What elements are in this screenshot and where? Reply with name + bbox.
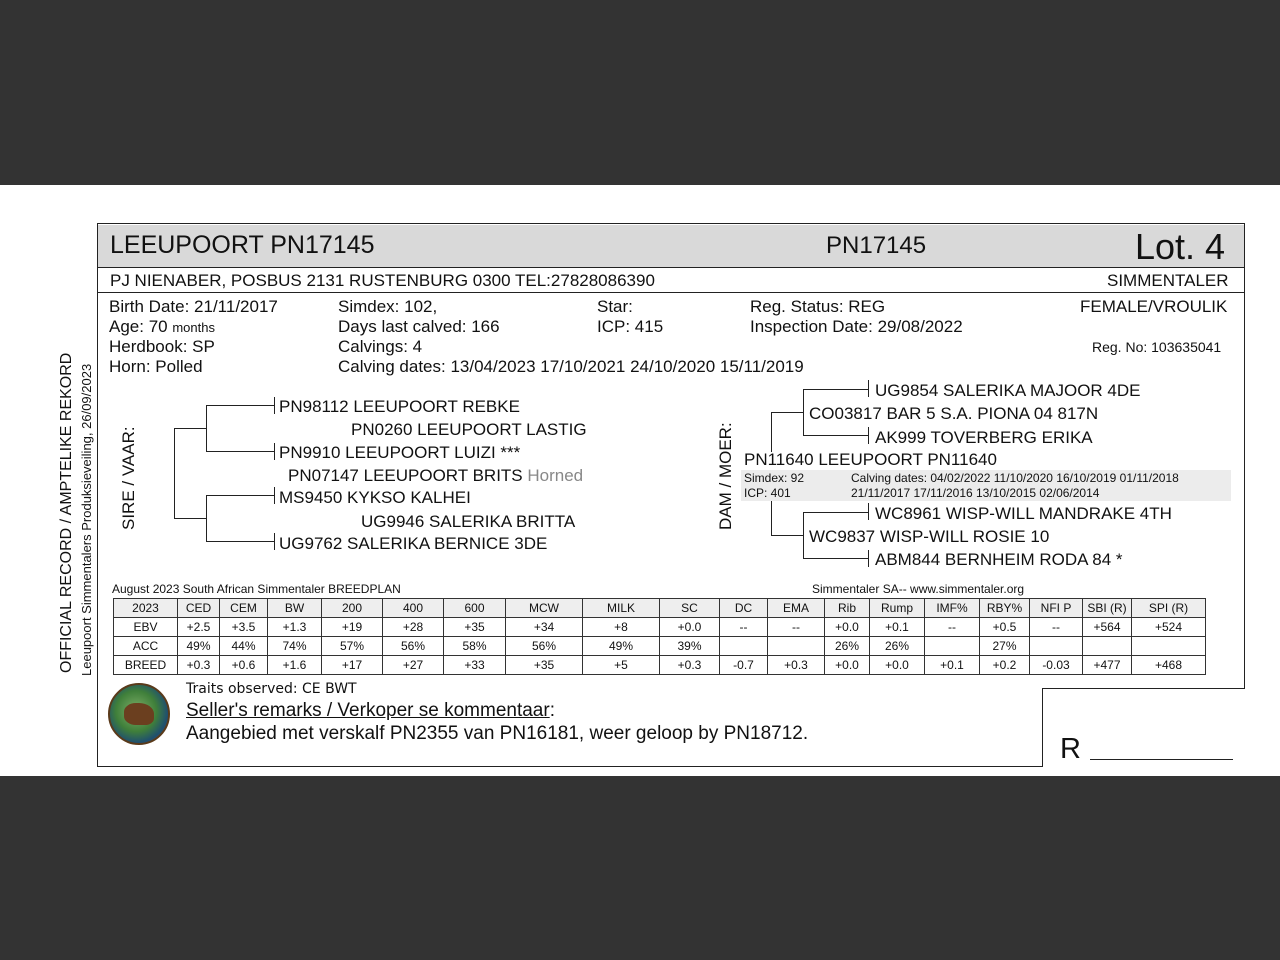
sire-dam-sire: MS9450 KYKSO KALHEI bbox=[279, 488, 471, 507]
table-cell: CED bbox=[178, 599, 220, 618]
table-cell: SPI (R) bbox=[1132, 599, 1206, 618]
table-cell bbox=[1030, 637, 1083, 656]
table-cell: +0.3 bbox=[178, 656, 220, 675]
table-cell: 26% bbox=[870, 637, 925, 656]
icp: ICP: 415 bbox=[597, 317, 664, 336]
table-cell: BW bbox=[268, 599, 322, 618]
sire-tree-line bbox=[174, 518, 206, 519]
sire-tree-line bbox=[274, 397, 275, 414]
table-cell: NFI P bbox=[1030, 599, 1083, 618]
reg-no: Reg. No: 103635041 bbox=[1092, 339, 1222, 355]
dam-tree-line bbox=[803, 389, 804, 435]
dam-tree-line bbox=[803, 435, 868, 436]
table-cell: +19 bbox=[322, 618, 383, 637]
table-cell: +0.6 bbox=[220, 656, 268, 675]
dam-tree-line bbox=[771, 500, 772, 535]
herdbook: Herdbook: SP bbox=[109, 337, 215, 356]
table-cell: -0.03 bbox=[1030, 656, 1083, 675]
table-cell: 74% bbox=[268, 637, 322, 656]
table-cell: +34 bbox=[506, 618, 583, 637]
table-cell: 56% bbox=[383, 637, 444, 656]
dam-tree-line bbox=[868, 427, 869, 444]
table-cell: +35 bbox=[444, 618, 506, 637]
simdex: Simdex: 102, bbox=[338, 297, 438, 316]
breed-label: SIMMENTALER bbox=[1107, 271, 1229, 290]
sire-sire-line: PN9910 LEEUPOORT LUIZI *** bbox=[279, 443, 521, 462]
sire-name: PN07147 LEEUPOORT BRITS Horned bbox=[288, 466, 584, 485]
dam-dam: WC9837 WISP-WILL ROSIE 10 bbox=[809, 527, 1050, 546]
sire-tree-line bbox=[206, 495, 207, 541]
breedplan-acc-row bbox=[114, 637, 1206, 656]
breedplan-website: Simmentaler SA-- www.simmentaler.org bbox=[812, 582, 1025, 596]
dam-icp: ICP: 401 bbox=[744, 486, 791, 500]
breedplan-header-row bbox=[114, 599, 1206, 618]
dam-tree-line bbox=[868, 380, 869, 397]
table-cell: +0.3 bbox=[660, 656, 720, 675]
table-cell: +8 bbox=[583, 618, 660, 637]
table-cell: +33 bbox=[444, 656, 506, 675]
table-cell: IMF% bbox=[925, 599, 980, 618]
sire-tree-line bbox=[174, 428, 175, 518]
calvings: Calvings: 4 bbox=[338, 337, 423, 356]
dam-sire-sire: UG9854 SALERIKA MAJOOR 4DE bbox=[875, 381, 1141, 400]
table-cell: DC bbox=[720, 599, 768, 618]
table-cell: +0.1 bbox=[925, 656, 980, 675]
table-cell: +0.5 bbox=[980, 618, 1030, 637]
traits-observed: Traits observed: CE BWT bbox=[186, 681, 357, 697]
table-cell: 600 bbox=[444, 599, 506, 618]
table-cell: +27 bbox=[383, 656, 444, 675]
table-cell: 57% bbox=[322, 637, 383, 656]
dam-tree-line bbox=[803, 389, 868, 390]
table-cell: +3.5 bbox=[220, 618, 268, 637]
table-cell: +0.2 bbox=[980, 656, 1030, 675]
table-cell: MILK bbox=[583, 599, 660, 618]
simmentaler-logo bbox=[108, 683, 170, 745]
dam-tree-line bbox=[803, 512, 804, 558]
sex: FEMALE/VROULIK bbox=[1080, 297, 1228, 316]
table-cell: +1.3 bbox=[268, 618, 322, 637]
dam-tree-line bbox=[803, 512, 868, 513]
owner-info: PJ NIENABER, POSBUS 2131 RUSTENBURG 0300 TEL:27828086390 bbox=[110, 271, 655, 290]
table-cell: -- bbox=[925, 618, 980, 637]
dam-name: PN11640 LEEUPOORT PN11640 bbox=[744, 450, 997, 469]
sire-dam-dam: UG9946 SALERIKA BRITTA bbox=[361, 512, 576, 531]
table-cell bbox=[1132, 637, 1206, 656]
table-cell: MCW bbox=[506, 599, 583, 618]
sire-tree-line bbox=[206, 541, 274, 542]
sire-tree-line bbox=[206, 405, 207, 451]
table-cell: +0.0 bbox=[825, 656, 870, 675]
horn-status: Horn: Polled bbox=[109, 357, 203, 376]
table-cell bbox=[768, 637, 825, 656]
table-cell: +2.5 bbox=[178, 618, 220, 637]
dam-tree-line bbox=[771, 535, 803, 536]
table-cell: 49% bbox=[178, 637, 220, 656]
inspection-date: Inspection Date: 29/08/2022 bbox=[750, 317, 963, 336]
table-cell: -- bbox=[768, 618, 825, 637]
table-cell: 27% bbox=[980, 637, 1030, 656]
sire-tree-line bbox=[274, 533, 275, 550]
table-cell: 2023 bbox=[114, 599, 178, 618]
sire-tree-line bbox=[206, 405, 274, 406]
dam-dam-sire: WC8961 WISP-WILL MANDRAKE 4TH bbox=[875, 504, 1172, 523]
dam-sire: CO03817 BAR 5 S.A. PIONA 04 817N bbox=[809, 404, 1099, 423]
table-cell: CEM bbox=[220, 599, 268, 618]
table-cell: ACC bbox=[114, 637, 178, 656]
table-cell bbox=[925, 637, 980, 656]
table-cell: 49% bbox=[583, 637, 660, 656]
dam-label: DAM / MOER: bbox=[716, 422, 735, 530]
table-cell: +468 bbox=[1132, 656, 1206, 675]
table-cell: 56% bbox=[506, 637, 583, 656]
birth-date: Birth Date: 21/11/2017 bbox=[109, 297, 278, 316]
days-last-calved: Days last calved: 166 bbox=[338, 317, 500, 336]
price-input-line[interactable] bbox=[1090, 759, 1233, 760]
table-cell: EMA bbox=[768, 599, 825, 618]
table-cell: +0.0 bbox=[825, 618, 870, 637]
dam-tree-line bbox=[868, 550, 869, 567]
table-cell: +1.6 bbox=[268, 656, 322, 675]
sire-dam: UG9762 SALERIKA BERNICE 3DE bbox=[279, 534, 548, 553]
animal-id: PN17145 bbox=[826, 232, 927, 259]
table-cell: +35 bbox=[506, 656, 583, 675]
breedplan-ebv-row bbox=[114, 618, 1206, 637]
dam-calving-dates: Calving dates: 04/02/2022 11/10/2020 16/10/2019 01/11/2018 bbox=[851, 471, 1179, 485]
table-cell: -- bbox=[720, 618, 768, 637]
table-cell: 200 bbox=[322, 599, 383, 618]
sire-tree-line bbox=[274, 443, 275, 460]
table-cell: +5 bbox=[583, 656, 660, 675]
table-cell: +28 bbox=[383, 618, 444, 637]
dam-dam-dam: ABM844 BERNHEIM RODA 84 * bbox=[875, 550, 1123, 569]
table-cell: +477 bbox=[1083, 656, 1132, 675]
dam-tree-line bbox=[771, 412, 803, 413]
star: Star: bbox=[597, 297, 633, 316]
sire-tree-line bbox=[174, 428, 206, 429]
breedplan-title: August 2023 South African Simmentaler BREEDPLAN bbox=[112, 582, 401, 596]
table-cell: 26% bbox=[825, 637, 870, 656]
table-cell: +0.1 bbox=[870, 618, 925, 637]
table-cell bbox=[1083, 637, 1132, 656]
remarks-heading: Seller's remarks / Verkoper se kommentaar: bbox=[186, 700, 555, 721]
table-cell: +17 bbox=[322, 656, 383, 675]
table-cell: 400 bbox=[383, 599, 444, 618]
breedplan-table bbox=[113, 598, 1206, 675]
table-cell: -0.7 bbox=[720, 656, 768, 675]
table-cell: RBY% bbox=[980, 599, 1030, 618]
dam-tree-line bbox=[771, 412, 772, 452]
sire-label: SIRE / VAAR: bbox=[119, 426, 138, 530]
sire-horn-status: Horned bbox=[527, 466, 584, 485]
sire-tree-line bbox=[274, 487, 275, 504]
price-label: R bbox=[1060, 733, 1081, 765]
dam-simdex: Simdex: 92 bbox=[744, 471, 805, 485]
table-cell: 39% bbox=[660, 637, 720, 656]
table-cell: -- bbox=[1030, 618, 1083, 637]
table-cell: +0.0 bbox=[870, 656, 925, 675]
table-cell: SBI (R) bbox=[1083, 599, 1132, 618]
remarks-text: Aangebied met verskalf PN2355 van PN16181, weer geloop by PN18712. bbox=[186, 723, 809, 744]
table-cell: 58% bbox=[444, 637, 506, 656]
breedplan-breed-row bbox=[114, 656, 1206, 675]
dam-sire-dam: AK999 TOVERBERG ERIKA bbox=[875, 428, 1093, 447]
calving-dates: Calving dates: 13/04/2023 17/10/2021 24/10/2020 15/11/2019 bbox=[338, 357, 804, 376]
lot-number: Lot. 4 bbox=[1135, 226, 1226, 267]
auction-name-label: Leeupoort Simmentalers Produksieveiling, 26/09/2023 bbox=[79, 363, 94, 676]
table-cell: +0.3 bbox=[768, 656, 825, 675]
table-cell: 44% bbox=[220, 637, 268, 656]
sire-tree-line bbox=[206, 495, 274, 496]
reg-status: Reg. Status: REG bbox=[750, 297, 886, 316]
table-cell: +0.0 bbox=[660, 618, 720, 637]
table-cell: Rump bbox=[870, 599, 925, 618]
sire-tree-line bbox=[206, 451, 274, 452]
age: Age: 70 months bbox=[109, 317, 215, 336]
table-cell: EBV bbox=[114, 618, 178, 637]
sire-sire: PN98112 LEEUPOORT REBKE bbox=[279, 397, 520, 416]
dam-calving-dates-2: 21/11/2017 17/11/2016 13/10/2015 02/06/2014 bbox=[851, 486, 1100, 500]
animal-name: LEEUPOORT PN17145 bbox=[110, 231, 375, 259]
sire-sire-dam: PN0260 LEEUPOORT LASTIG bbox=[351, 420, 587, 439]
dam-tree-line bbox=[803, 558, 868, 559]
table-cell: Rib bbox=[825, 599, 870, 618]
table-cell: SC bbox=[660, 599, 720, 618]
table-cell bbox=[720, 637, 768, 656]
table-cell: +564 bbox=[1083, 618, 1132, 637]
table-cell: BREED bbox=[114, 656, 178, 675]
official-record-label: OFFICIAL RECORD / AMPTELIKE REKORD bbox=[58, 352, 75, 673]
dam-tree-line bbox=[868, 503, 869, 520]
table-cell: +524 bbox=[1132, 618, 1206, 637]
